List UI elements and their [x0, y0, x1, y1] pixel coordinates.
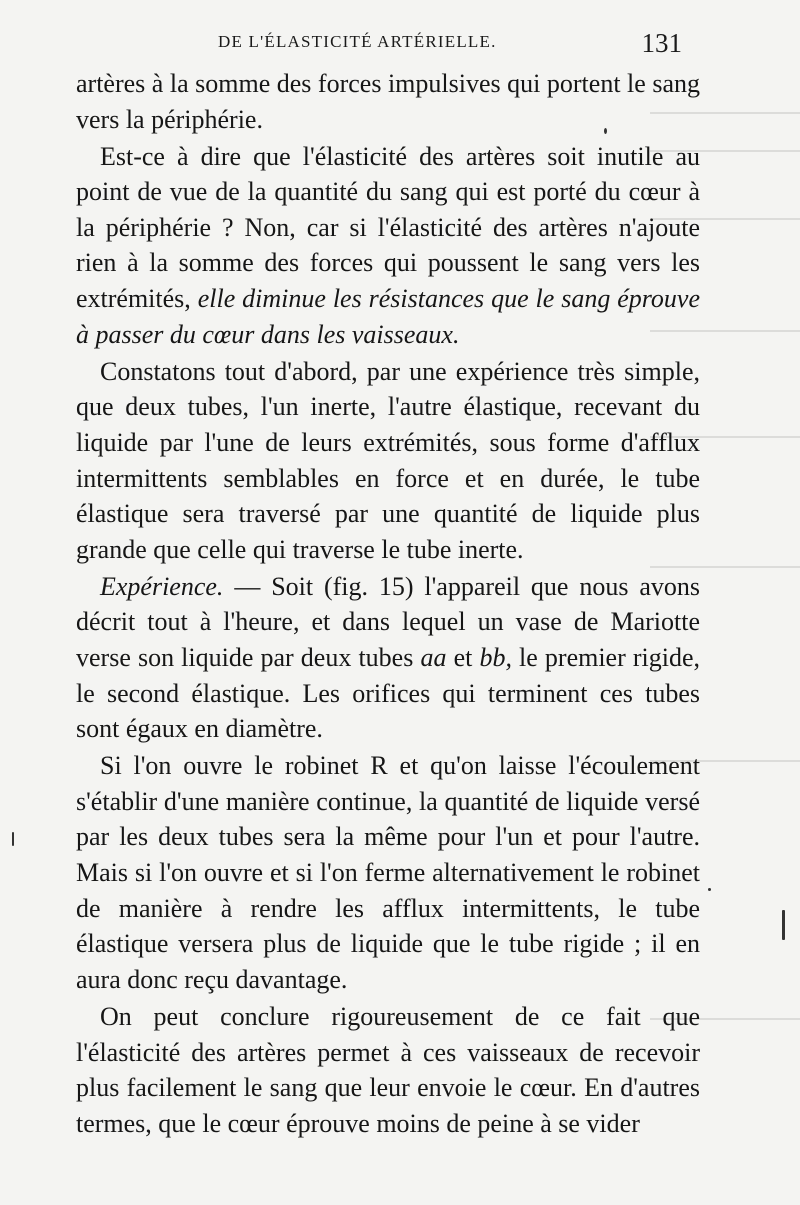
scan-speck	[604, 128, 607, 134]
scan-speck	[782, 910, 785, 940]
tube-label-bb: bb,	[479, 643, 512, 672]
running-head-title: DE L'ÉLASTICITÉ ARTÉRIELLE.	[218, 32, 497, 51]
paragraph-text: Constatons tout d'abord, par une expérience très simple, que deux tubes, l'un inerte, l'autre élastique, recevant du liquide par l'une de leurs extrémités, sous forme d'afflux intermittents semblables en force et en durée, le tube élastique sera traversé par une quantité de liquide plus grande que celle qui traverse le tube inerte.	[76, 356, 700, 564]
paragraph	[76, 999, 700, 1141]
experiment-label: Expérience.	[100, 571, 224, 601]
paragraph-text: artères à la somme des forces impulsives qui portent le sang vers la périphérie.	[76, 69, 700, 134]
page-number: 131	[641, 28, 682, 58]
paragraph-text: et	[453, 643, 473, 672]
tube-label-aa: aa	[420, 643, 447, 672]
paragraph-text: On peut conclure rigoureusement de ce fait que l'élasticité des artères permet à ces vaisseaux de recevoir plus facilement le sang que leur envoie le cœur. En d'autres termes, que le cœur éprouve moins de peine à se vider	[76, 1001, 700, 1138]
paragraph-text: Si l'on ouvre le robinet R et qu'on laisse l'écoulement s'établir d'une manière continue, la quantité de liquide versé par les deux tubes sera la même pour l'un et pour l'autre. Mais si l'on ouvre et si l'on ferme alternativement le robinet de manière à rendre les afflux intermittents, le tube élastique versera plus de liquide que le tube rigide ; il en aura donc reçu davantage.	[76, 751, 700, 994]
paragraph	[76, 66, 700, 137]
paragraph-text: le premier rigide, le second élastique. Les orifices qui terminent ces tubes sont égaux en diamètre.	[76, 643, 701, 744]
paragraph-text: — Soit (fig. 15) l'appareil que nous avons décrit tout à l'heure, et dans lequel un vase de Mariotte verse son liquide par deux tubes	[76, 571, 700, 672]
italic-emphasis: elle diminue les résistances que le sang éprouve à passer du cœur dans les vaisseaux.	[76, 284, 700, 349]
paragraph	[76, 569, 700, 747]
paragraph	[76, 748, 700, 997]
paragraph	[76, 139, 700, 353]
scan-speck	[708, 888, 711, 891]
paragraph-text: Est-ce à dire que l'élasticité des artères soit inutile au point de vue de la quantité du sang qui est porté du cœur à la périphérie ? Non, car si l'élasticité des artères n'ajoute rien à la somme des forces qui poussent le sang vers les extrémités,	[76, 141, 700, 314]
body-text	[76, 66, 700, 1143]
scan-speck	[12, 832, 14, 846]
running-head	[0, 28, 800, 58]
paragraph	[76, 354, 700, 568]
